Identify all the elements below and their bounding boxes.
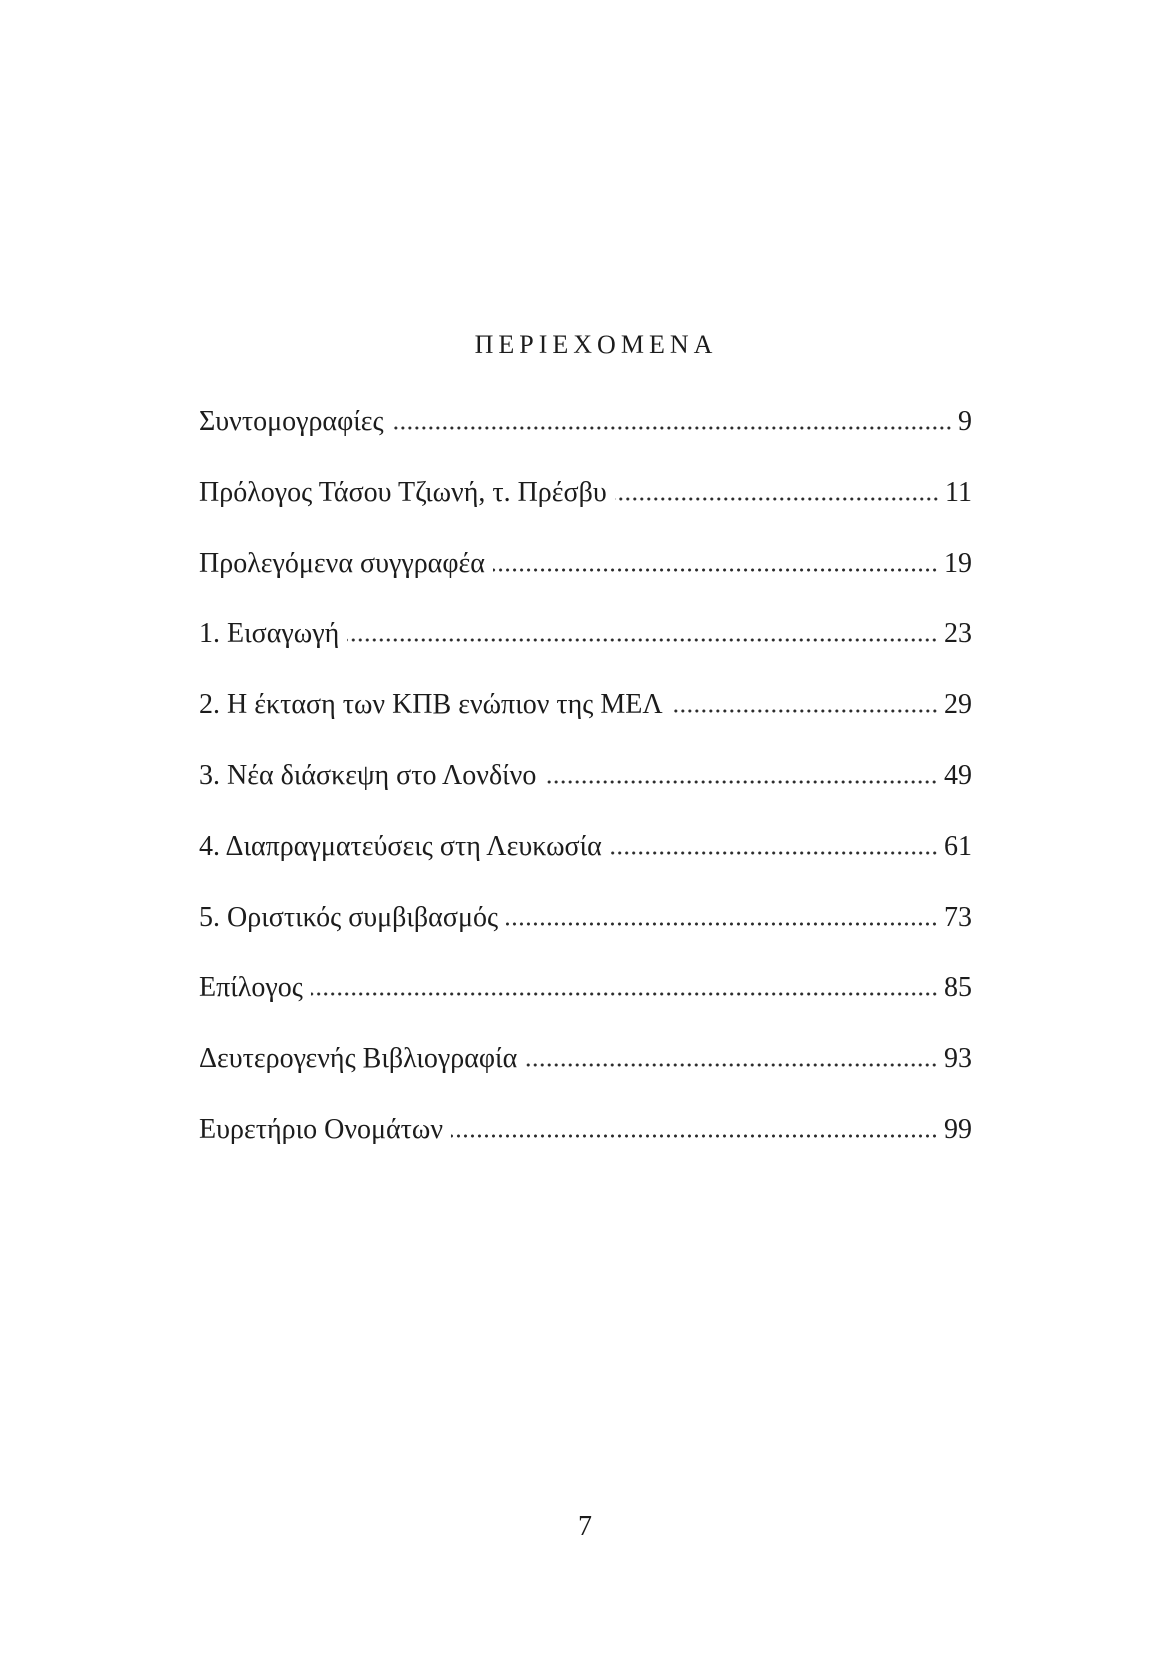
page-number: 7 (578, 1511, 592, 1542)
toc-entry-page: 9 (958, 406, 972, 437)
toc-entry (199, 953, 972, 1024)
dot-leader (347, 638, 938, 642)
dot-leader (615, 497, 939, 501)
toc-entry-label: 2. Η έκταση των ΚΠΒ ενώπιον της ΜΕΛ (199, 689, 663, 721)
toc-entry-label: 1. Εισαγωγή (199, 618, 340, 650)
toc-entry-page: 49 (944, 759, 972, 791)
toc-entry-page: 11 (945, 476, 972, 508)
dot-leader (525, 1063, 938, 1067)
toc-entry-page: 19 (944, 547, 972, 579)
toc-entry (199, 387, 972, 458)
dot-leader (671, 709, 938, 713)
toc-entry-page: 73 (944, 901, 972, 933)
dot-leader (392, 426, 952, 430)
toc-entry-page: 61 (944, 830, 972, 862)
toc-entry-page: 85 (944, 972, 972, 1004)
dot-leader (311, 992, 938, 996)
toc-entry-label: Προλεγόμενα συγγραφέα (199, 547, 485, 579)
toc-entry (199, 670, 972, 741)
dot-leader (451, 1134, 938, 1138)
toc-entry (199, 599, 972, 670)
toc-title: ΠΕΡΙΕΧΟΜΕΝΑ (474, 330, 718, 359)
toc-entry-label: Επίλογος (199, 972, 303, 1004)
toc-entry-label: Ευρετήριο Ονομάτων (199, 1113, 444, 1145)
toc-entry-label: 3. Νέα διάσκεψη στο Λονδίνο (199, 759, 537, 791)
toc-entry (199, 529, 972, 600)
toc-entry-label: Δευτερογενής Βιβλιογραφία (199, 1043, 518, 1075)
toc-entry-label: 5. Οριστικός συμβιβασμός (199, 901, 499, 933)
toc-entry-label: 4. Διαπραγματεύσεις στη Λευκωσία (199, 830, 602, 862)
dot-leader (493, 568, 938, 572)
toc-entry-label: Πρόλογος Τάσου Τζιωνή, τ. Πρέσβυ (199, 476, 607, 508)
toc-entry-page: 93 (944, 1043, 972, 1075)
toc-entry (199, 812, 972, 883)
toc-entry (199, 1024, 972, 1095)
toc-entry (199, 883, 972, 954)
toc-entry-page: 29 (944, 689, 972, 721)
toc-entry (199, 1095, 972, 1166)
dot-leader (610, 851, 938, 855)
dot-leader (506, 922, 938, 926)
toc-entry (199, 741, 972, 812)
toc-entry-page: 23 (944, 618, 972, 650)
dot-leader (544, 780, 938, 784)
toc-entry-label: Συντομογραφίες (199, 406, 384, 437)
toc-entry (199, 458, 972, 529)
table-of-contents (199, 387, 972, 1166)
toc-entry-page: 99 (944, 1113, 972, 1145)
